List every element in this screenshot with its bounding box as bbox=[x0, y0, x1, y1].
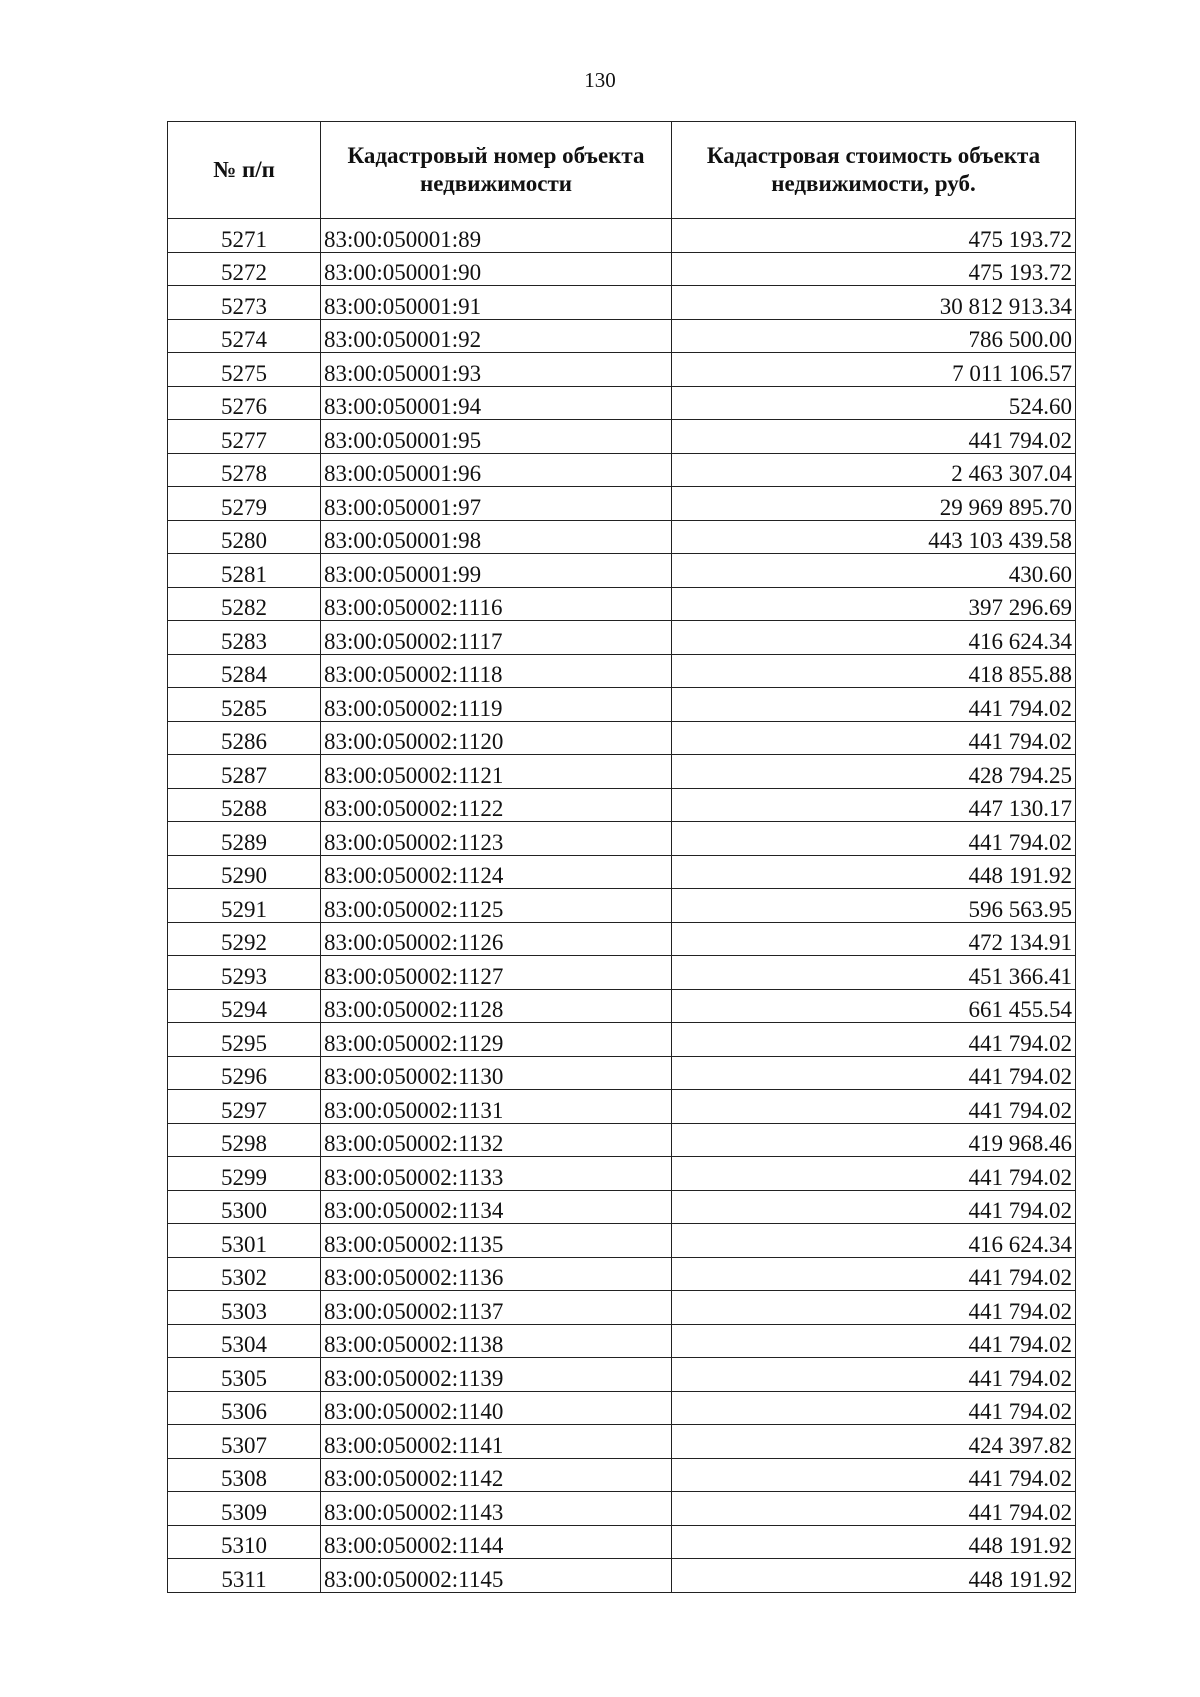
cadastral-value-cell: 441 794.02 bbox=[672, 1090, 1076, 1124]
row-number-cell: 5289 bbox=[168, 822, 321, 856]
table-row bbox=[168, 989, 1076, 1023]
table-row bbox=[168, 1056, 1076, 1090]
row-number-cell: 5276 bbox=[168, 386, 321, 420]
row-number-cell: 5303 bbox=[168, 1291, 321, 1325]
cadastral-value-cell: 441 794.02 bbox=[672, 688, 1076, 722]
cadastral-value-cell: 30 812 913.34 bbox=[672, 286, 1076, 320]
table-row bbox=[168, 1324, 1076, 1358]
cadastral-number-cell: 83:00:050001:94 bbox=[321, 386, 672, 420]
row-number-cell: 5278 bbox=[168, 453, 321, 487]
row-number-cell: 5311 bbox=[168, 1559, 321, 1593]
row-number-cell: 5288 bbox=[168, 788, 321, 822]
cadastral-value-cell: 430.60 bbox=[672, 554, 1076, 588]
cadastral-number-cell: 83:00:050002:1141 bbox=[321, 1425, 672, 1459]
cadastral-value-cell: 7 011 106.57 bbox=[672, 353, 1076, 387]
table-row bbox=[168, 889, 1076, 923]
cadastral-value-cell: 2 463 307.04 bbox=[672, 453, 1076, 487]
row-number-cell: 5295 bbox=[168, 1023, 321, 1057]
row-number-cell: 5274 bbox=[168, 319, 321, 353]
table-row bbox=[168, 688, 1076, 722]
cadastral-value-cell: 441 794.02 bbox=[672, 1492, 1076, 1526]
cadastral-number-cell: 83:00:050002:1117 bbox=[321, 621, 672, 655]
cadastral-number-cell: 83:00:050001:90 bbox=[321, 252, 672, 286]
table-row bbox=[168, 587, 1076, 621]
row-number-cell: 5310 bbox=[168, 1525, 321, 1559]
table-row bbox=[168, 1358, 1076, 1392]
cadastral-number-cell: 83:00:050002:1125 bbox=[321, 889, 672, 923]
cadastral-number-cell: 83:00:050002:1118 bbox=[321, 654, 672, 688]
cadastral-value-cell: 416 624.34 bbox=[672, 621, 1076, 655]
cadastral-value-cell: 786 500.00 bbox=[672, 319, 1076, 353]
row-number-cell: 5293 bbox=[168, 956, 321, 990]
cadastral-number-cell: 83:00:050001:95 bbox=[321, 420, 672, 454]
cadastral-number-cell: 83:00:050002:1121 bbox=[321, 755, 672, 789]
row-number-cell: 5294 bbox=[168, 989, 321, 1023]
table-row bbox=[168, 219, 1076, 253]
cadastral-value-cell: 419 968.46 bbox=[672, 1123, 1076, 1157]
table-row bbox=[168, 1492, 1076, 1526]
cadastral-value-cell: 441 794.02 bbox=[672, 1056, 1076, 1090]
table-row bbox=[168, 353, 1076, 387]
cadastral-value-cell: 29 969 895.70 bbox=[672, 487, 1076, 521]
cadastral-value-cell: 448 191.92 bbox=[672, 1525, 1076, 1559]
row-number-cell: 5283 bbox=[168, 621, 321, 655]
cadastral-number-cell: 83:00:050002:1131 bbox=[321, 1090, 672, 1124]
cadastral-value-cell: 397 296.69 bbox=[672, 587, 1076, 621]
row-number-cell: 5282 bbox=[168, 587, 321, 621]
cadastral-number-cell: 83:00:050002:1119 bbox=[321, 688, 672, 722]
row-number-cell: 5305 bbox=[168, 1358, 321, 1392]
cadastral-number-cell: 83:00:050002:1134 bbox=[321, 1190, 672, 1224]
cadastral-value-cell: 524.60 bbox=[672, 386, 1076, 420]
cadastral-number-cell: 83:00:050002:1144 bbox=[321, 1525, 672, 1559]
cadastral-value-cell: 424 397.82 bbox=[672, 1425, 1076, 1459]
cadastral-number-cell: 83:00:050002:1129 bbox=[321, 1023, 672, 1057]
cadastral-number-cell: 83:00:050002:1143 bbox=[321, 1492, 672, 1526]
page-number: 130 bbox=[584, 68, 616, 92]
table-row bbox=[168, 286, 1076, 320]
table-row bbox=[168, 654, 1076, 688]
cadastral-number-cell: 83:00:050001:92 bbox=[321, 319, 672, 353]
table-row bbox=[168, 554, 1076, 588]
cadastral-value-cell: 428 794.25 bbox=[672, 755, 1076, 789]
header-cadastral-value: Кадастровая стоимость объекта недвижимости, руб. bbox=[672, 122, 1076, 219]
cadastral-number-cell: 83:00:050002:1127 bbox=[321, 956, 672, 990]
cadastral-number-cell: 83:00:050001:99 bbox=[321, 554, 672, 588]
table-row bbox=[168, 922, 1076, 956]
cadastral-number-cell: 83:00:050002:1140 bbox=[321, 1391, 672, 1425]
table-row bbox=[168, 1391, 1076, 1425]
cadastral-number-cell: 83:00:050002:1123 bbox=[321, 822, 672, 856]
cadastral-value-cell: 447 130.17 bbox=[672, 788, 1076, 822]
table-row bbox=[168, 319, 1076, 353]
cadastral-number-cell: 83:00:050002:1136 bbox=[321, 1257, 672, 1291]
row-number-cell: 5299 bbox=[168, 1157, 321, 1191]
row-number-cell: 5285 bbox=[168, 688, 321, 722]
cadastral-value-cell: 441 794.02 bbox=[672, 1157, 1076, 1191]
row-number-cell: 5281 bbox=[168, 554, 321, 588]
row-number-cell: 5284 bbox=[168, 654, 321, 688]
cadastral-value-cell: 475 193.72 bbox=[672, 252, 1076, 286]
cadastral-number-cell: 83:00:050002:1122 bbox=[321, 788, 672, 822]
row-number-cell: 5277 bbox=[168, 420, 321, 454]
cadastral-value-cell: 416 624.34 bbox=[672, 1224, 1076, 1258]
cadastral-number-cell: 83:00:050002:1137 bbox=[321, 1291, 672, 1325]
cadastral-value-cell: 441 794.02 bbox=[672, 1391, 1076, 1425]
table-row bbox=[168, 1023, 1076, 1057]
row-number-cell: 5290 bbox=[168, 855, 321, 889]
cadastral-number-cell: 83:00:050001:96 bbox=[321, 453, 672, 487]
header-row bbox=[168, 122, 1076, 219]
table-row bbox=[168, 1425, 1076, 1459]
cadastral-value-cell: 472 134.91 bbox=[672, 922, 1076, 956]
row-number-cell: 5304 bbox=[168, 1324, 321, 1358]
cadastral-number-cell: 83:00:050002:1139 bbox=[321, 1358, 672, 1392]
row-number-cell: 5308 bbox=[168, 1458, 321, 1492]
row-number-cell: 5271 bbox=[168, 219, 321, 253]
cadastral-value-cell: 441 794.02 bbox=[672, 1324, 1076, 1358]
cadastral-value-cell: 443 103 439.58 bbox=[672, 520, 1076, 554]
cadastral-value-cell: 661 455.54 bbox=[672, 989, 1076, 1023]
cadastral-number-cell: 83:00:050002:1142 bbox=[321, 1458, 672, 1492]
table-row bbox=[168, 1090, 1076, 1124]
table-row bbox=[168, 822, 1076, 856]
table-row bbox=[168, 1458, 1076, 1492]
cadastral-value-cell: 441 794.02 bbox=[672, 420, 1076, 454]
cadastral-number-cell: 83:00:050001:89 bbox=[321, 219, 672, 253]
cadastral-value-cell: 441 794.02 bbox=[672, 1023, 1076, 1057]
cadastral-number-cell: 83:00:050002:1133 bbox=[321, 1157, 672, 1191]
table-body bbox=[168, 219, 1076, 1593]
table-header bbox=[168, 122, 1076, 219]
cadastral-value-cell: 451 366.41 bbox=[672, 956, 1076, 990]
row-number-cell: 5291 bbox=[168, 889, 321, 923]
row-number-cell: 5272 bbox=[168, 252, 321, 286]
cadastral-value-cell: 596 563.95 bbox=[672, 889, 1076, 923]
cadastral-value-cell: 441 794.02 bbox=[672, 1291, 1076, 1325]
cadastral-number-cell: 83:00:050002:1145 bbox=[321, 1559, 672, 1593]
cadastral-number-cell: 83:00:050002:1124 bbox=[321, 855, 672, 889]
table-row bbox=[168, 1559, 1076, 1593]
cadastral-number-cell: 83:00:050001:98 bbox=[321, 520, 672, 554]
row-number-cell: 5287 bbox=[168, 755, 321, 789]
table-row bbox=[168, 1257, 1076, 1291]
row-number-cell: 5273 bbox=[168, 286, 321, 320]
cadastral-number-cell: 83:00:050002:1116 bbox=[321, 587, 672, 621]
cadastral-number-cell: 83:00:050002:1126 bbox=[321, 922, 672, 956]
table-row bbox=[168, 788, 1076, 822]
table-row bbox=[168, 487, 1076, 521]
row-number-cell: 5280 bbox=[168, 520, 321, 554]
cadastral-number-cell: 83:00:050002:1138 bbox=[321, 1324, 672, 1358]
row-number-cell: 5298 bbox=[168, 1123, 321, 1157]
row-number-cell: 5296 bbox=[168, 1056, 321, 1090]
cadastral-value-cell: 441 794.02 bbox=[672, 1190, 1076, 1224]
table-row bbox=[168, 1123, 1076, 1157]
table-row bbox=[168, 520, 1076, 554]
row-number-cell: 5275 bbox=[168, 353, 321, 387]
table-row bbox=[168, 386, 1076, 420]
row-number-cell: 5297 bbox=[168, 1090, 321, 1124]
table-row bbox=[168, 252, 1076, 286]
table-row bbox=[168, 621, 1076, 655]
cadastral-value-cell: 418 855.88 bbox=[672, 654, 1076, 688]
cadastral-number-cell: 83:00:050001:91 bbox=[321, 286, 672, 320]
cadastral-value-cell: 441 794.02 bbox=[672, 1458, 1076, 1492]
cadastral-value-cell: 448 191.92 bbox=[672, 1559, 1076, 1593]
cadastral-value-cell: 441 794.02 bbox=[672, 1358, 1076, 1392]
table-row bbox=[168, 855, 1076, 889]
row-number-cell: 5302 bbox=[168, 1257, 321, 1291]
row-number-cell: 5306 bbox=[168, 1391, 321, 1425]
row-number-cell: 5301 bbox=[168, 1224, 321, 1258]
cadastral-value-cell: 448 191.92 bbox=[672, 855, 1076, 889]
row-number-cell: 5307 bbox=[168, 1425, 321, 1459]
table-row bbox=[168, 721, 1076, 755]
cadastral-number-cell: 83:00:050002:1135 bbox=[321, 1224, 672, 1258]
table-row bbox=[168, 1190, 1076, 1224]
row-number-cell: 5292 bbox=[168, 922, 321, 956]
cadastral-number-cell: 83:00:050001:93 bbox=[321, 353, 672, 387]
cadastral-value-cell: 441 794.02 bbox=[672, 822, 1076, 856]
header-row-number: № п/п bbox=[168, 122, 321, 219]
table-row bbox=[168, 420, 1076, 454]
cadastral-number-cell: 83:00:050002:1130 bbox=[321, 1056, 672, 1090]
table-row bbox=[168, 1157, 1076, 1191]
cadastral-value-cell: 441 794.02 bbox=[672, 1257, 1076, 1291]
table-row bbox=[168, 1525, 1076, 1559]
row-number-cell: 5300 bbox=[168, 1190, 321, 1224]
table-row bbox=[168, 1291, 1076, 1325]
cadastral-table bbox=[167, 121, 1076, 1593]
table-row bbox=[168, 453, 1076, 487]
cadastral-number-cell: 83:00:050002:1132 bbox=[321, 1123, 672, 1157]
cadastral-number-cell: 83:00:050001:97 bbox=[321, 487, 672, 521]
table-row bbox=[168, 1224, 1076, 1258]
table-row bbox=[168, 755, 1076, 789]
cadastral-number-cell: 83:00:050002:1128 bbox=[321, 989, 672, 1023]
row-number-cell: 5279 bbox=[168, 487, 321, 521]
header-cadastral-number: Кадастровый номер объекта недвижимости bbox=[321, 122, 672, 219]
cadastral-value-cell: 441 794.02 bbox=[672, 721, 1076, 755]
cadastral-number-cell: 83:00:050002:1120 bbox=[321, 721, 672, 755]
row-number-cell: 5286 bbox=[168, 721, 321, 755]
row-number-cell: 5309 bbox=[168, 1492, 321, 1526]
cadastral-value-cell: 475 193.72 bbox=[672, 219, 1076, 253]
table-row bbox=[168, 956, 1076, 990]
